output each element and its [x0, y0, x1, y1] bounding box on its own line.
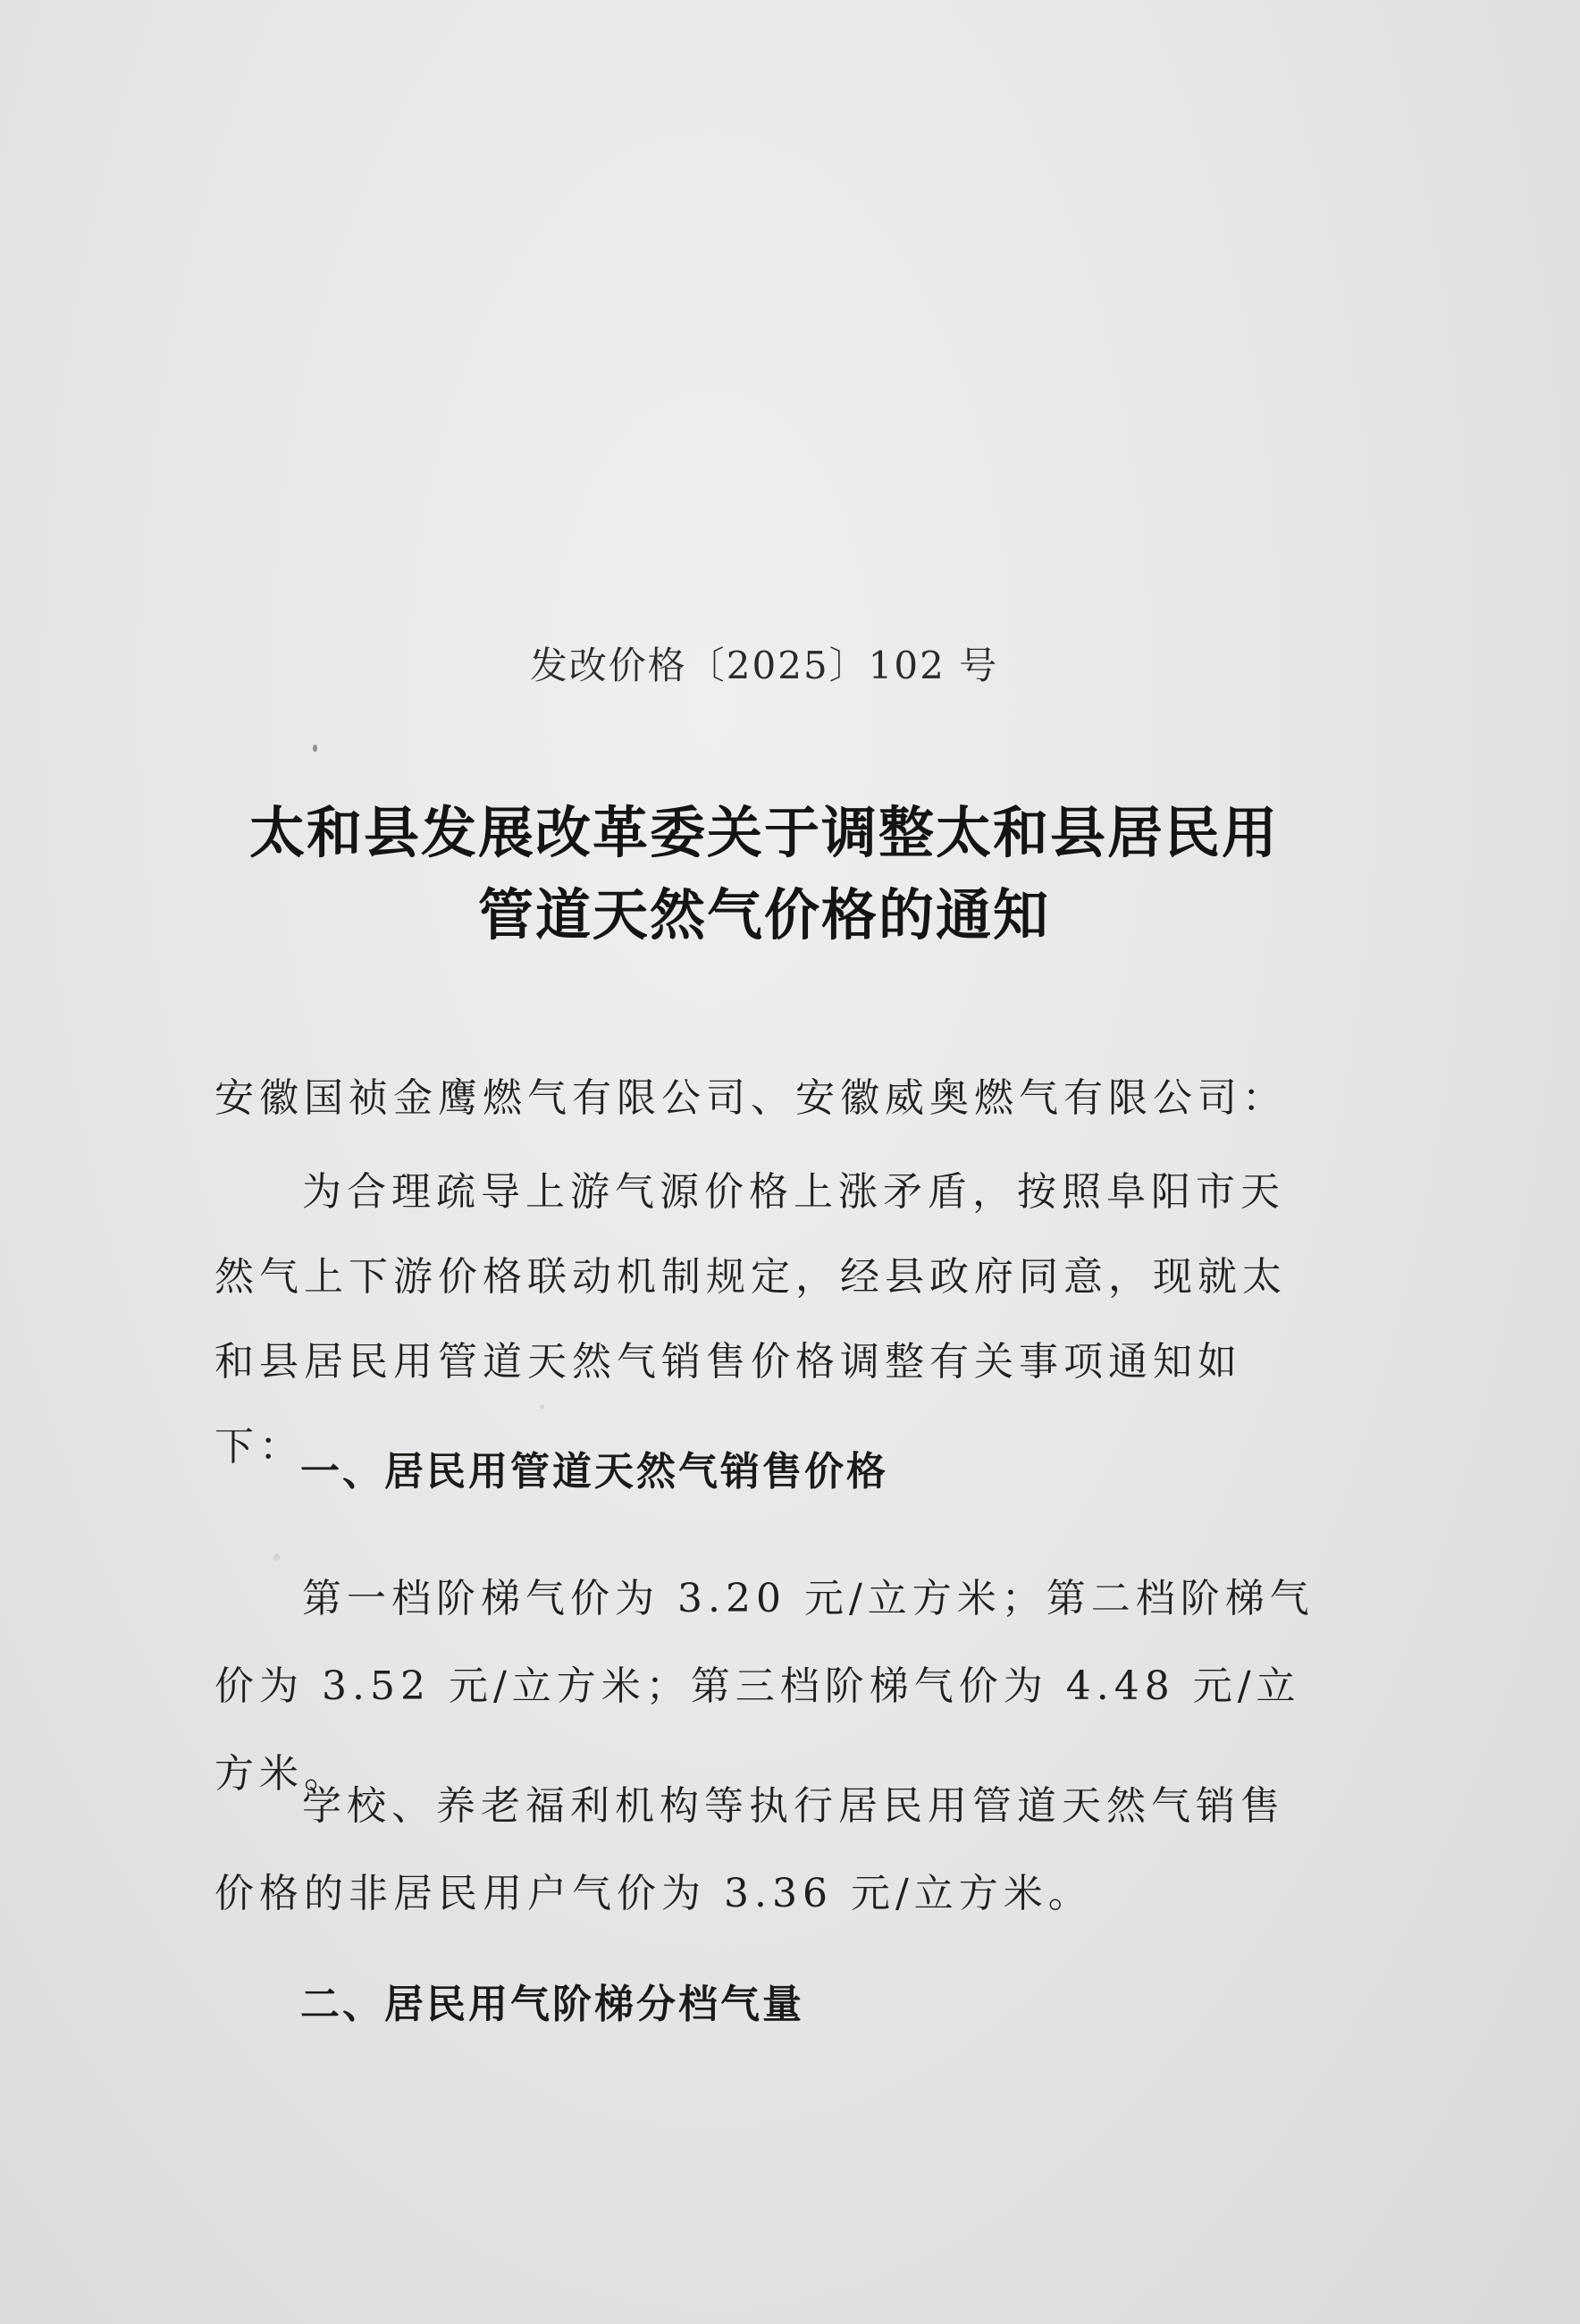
addressee: 安徽国祯金鹰燃气有限公司、安徽威奥燃气有限公司：: [214, 1075, 1287, 1121]
show-through-text: .: [268, 1511, 286, 1573]
show-through-text: .: [536, 1377, 548, 1418]
non-resident-price-paragraph: 学校、养老福利机构等执行居民用管道天然气销售价格的非居民用户气价为 3.36 元/立方米。: [214, 1783, 1285, 1916]
price-paragraph: 第一档阶梯气价为 3.20 元/立方米；第二档阶梯气价为 3.52 元/立方米；第三档阶梯气价为 4.48 元/立方米。: [214, 1576, 1315, 1797]
document-title: [0, 792, 1528, 956]
section-heading-1: 一、居民用管道天然气销售价格: [300, 1449, 888, 1495]
section-heading-2: 二、居民用气阶梯分档气量: [300, 1982, 804, 2027]
title-line-2: 管道天然气价格的通知: [477, 882, 1050, 947]
paper-speck: [313, 745, 317, 752]
document-number: 发改价格〔2025〕102 号: [529, 644, 999, 687]
intro-paragraph: 为合理疏导上游气源价格上涨矛盾，按照阜阳市天然气上下游价格联动机制规定，经县政府同意，现就太和县居民用管道天然气销售价格调整有关事项通知如下：: [214, 1169, 1287, 1469]
title-line-1: 太和县发展改革委关于调整太和县居民用: [248, 800, 1279, 865]
